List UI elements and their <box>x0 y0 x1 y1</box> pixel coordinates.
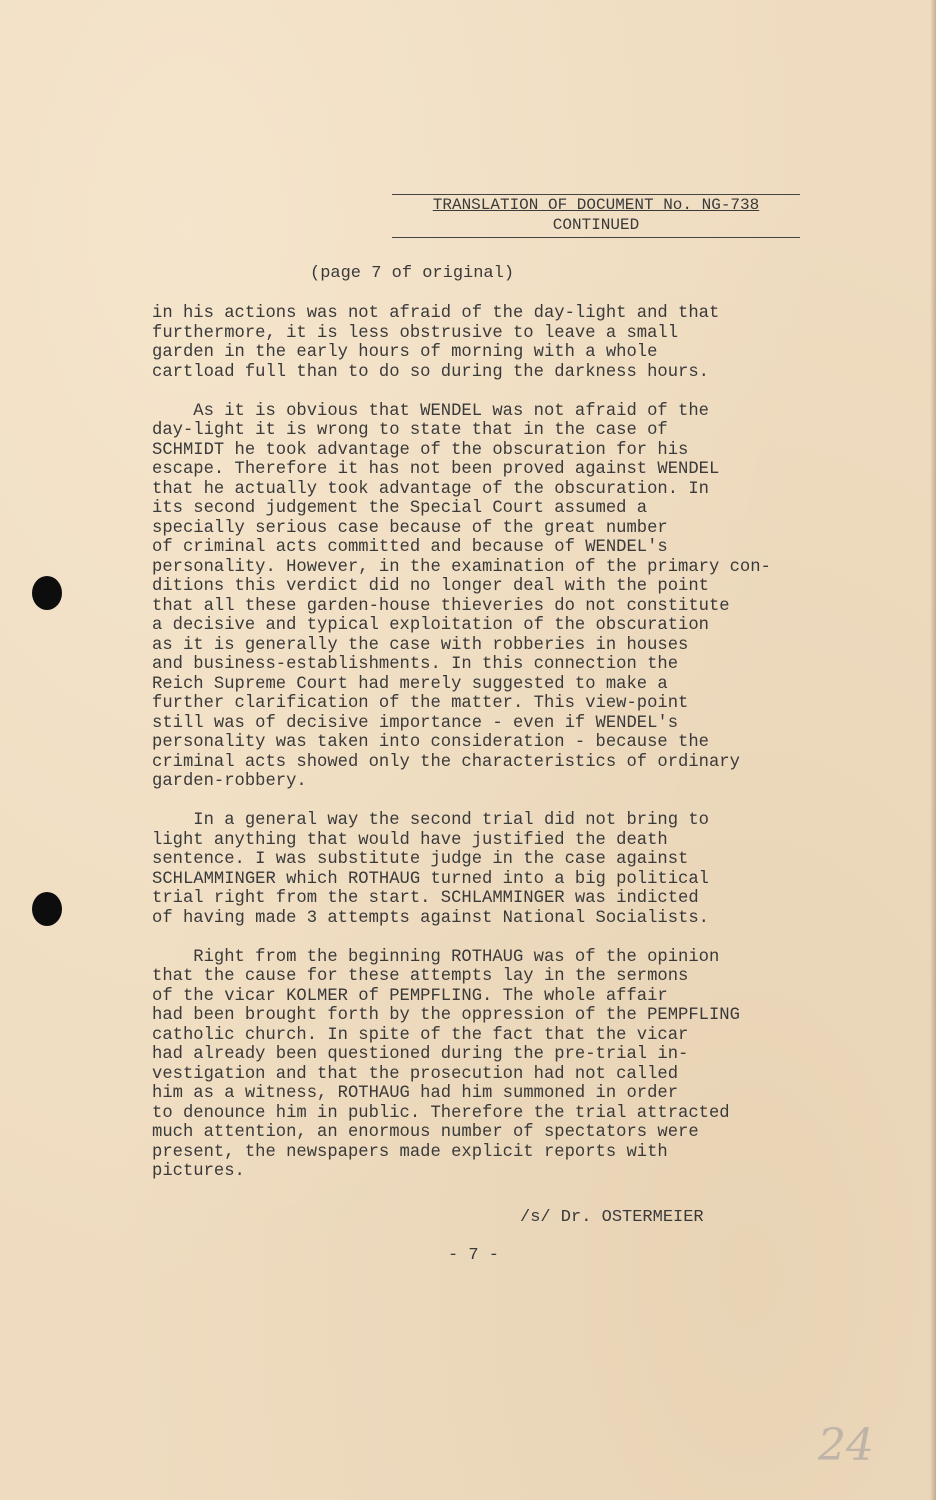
signature: /s/ Dr. OSTERMEIER <box>520 1208 704 1227</box>
text-line: As it is obvious that WENDEL was not afraid of the <box>152 401 709 421</box>
text-line: its second judgement the Special Court assumed a <box>152 499 648 518</box>
text-line: light anything that would have justified the death <box>152 830 668 850</box>
text-line: garden in the early hours of morning with a whole <box>152 343 658 362</box>
text-line: and business-establishments. In this connection the <box>152 655 679 674</box>
page-reference: (page 7 of original) <box>310 264 515 283</box>
text-line: garden-robbery. <box>152 772 307 791</box>
text-line: of having made 3 attempts against National Socialists. <box>152 908 709 928</box>
text-line: much attention, an enormous number of spectators were <box>152 1123 699 1142</box>
text-line: In a general way the second trial did not bring to <box>152 811 709 830</box>
text-line: sentence. I was substitute judge in the case against <box>152 850 689 869</box>
text-line: furthermore, it is less obstrusive to leave a small <box>152 323 679 343</box>
text-line: as it is generally the case with robberies in houses <box>152 635 689 655</box>
paper-edge-shadow <box>930 0 936 1500</box>
text-line: had been brought forth by the oppression of the PEMPFLING <box>152 1006 740 1025</box>
paragraph-3 <box>152 811 872 928</box>
text-line: a decisive and typical exploitation of the obscuration <box>152 616 709 635</box>
text-line: personality. However, in the examination of the primary con- <box>152 557 771 577</box>
text-line: criminal acts showed only the characteristics of ordinary <box>152 752 740 772</box>
text-line: that he actually took advantage of the obscuration. In <box>152 479 709 499</box>
punch-hole-lower <box>32 892 62 926</box>
header-title: TRANSLATION OF DOCUMENT No. NG-738 <box>392 194 800 215</box>
text-line: personality was taken into consideration - because the <box>152 733 709 752</box>
text-line: pictures. <box>152 1162 245 1181</box>
paragraph-1 <box>152 304 872 382</box>
text-line: vestigation and that the prosecution had not called <box>152 1064 679 1084</box>
text-line: in his actions was not afraid of the day-light and that <box>152 304 720 323</box>
punch-hole-upper <box>32 576 62 610</box>
text-line: that all these garden-house thieveries do not constitute <box>152 596 730 616</box>
handwritten-page-mark: 24 <box>818 1420 874 1471</box>
page-number: - 7 - <box>448 1246 500 1265</box>
paragraph-4 <box>152 948 872 1182</box>
text-line: SCHLAMMINGER which ROTHAUG turned into a big political <box>152 869 709 889</box>
text-line: SCHMIDT he took advantage of the obscuration for his <box>152 440 689 460</box>
text-line: day-light it is wrong to state that in the case of <box>152 421 668 440</box>
text-line: present, the newspapers made explicit reports with <box>152 1142 668 1162</box>
text-line: catholic church. In spite of the fact that the vicar <box>152 1025 689 1045</box>
text-line: of criminal acts committed and because of WENDEL's <box>152 538 668 557</box>
text-line: still was of decisive importance - even if WENDEL's <box>152 713 679 733</box>
text-line: escape. Therefore it has not been proved against WENDEL <box>152 460 720 479</box>
text-line: ditions this verdict did no longer deal with the point <box>152 577 709 596</box>
text-line: that the cause for these attempts lay in the sermons <box>152 967 689 986</box>
text-line: Reich Supreme Court had merely suggested to make a <box>152 674 668 694</box>
text-line: further clarification of the matter. This view-point <box>152 694 689 713</box>
text-line: him as a witness, ROTHAUG had him summoned in order <box>152 1084 679 1103</box>
text-line: of the vicar KOLMER of PEMPFLING. The whole affair <box>152 986 668 1006</box>
document-header <box>392 194 800 238</box>
text-line: cartload full than to do so during the darkness hours. <box>152 362 709 382</box>
paragraph-2 <box>152 402 872 792</box>
body-text <box>152 304 872 1201</box>
text-line: had already been questioned during the pre-trial in- <box>152 1045 689 1064</box>
header-continued: CONTINUED <box>392 215 800 238</box>
text-line: Right from the beginning ROTHAUG was of the opinion <box>152 947 720 967</box>
text-line: specially serious case because of the great number <box>152 518 668 538</box>
text-line: to denounce him in public. Therefore the trial attracted <box>152 1103 730 1123</box>
text-line: trial right from the start. SCHLAMMINGER was indicted <box>152 889 699 908</box>
